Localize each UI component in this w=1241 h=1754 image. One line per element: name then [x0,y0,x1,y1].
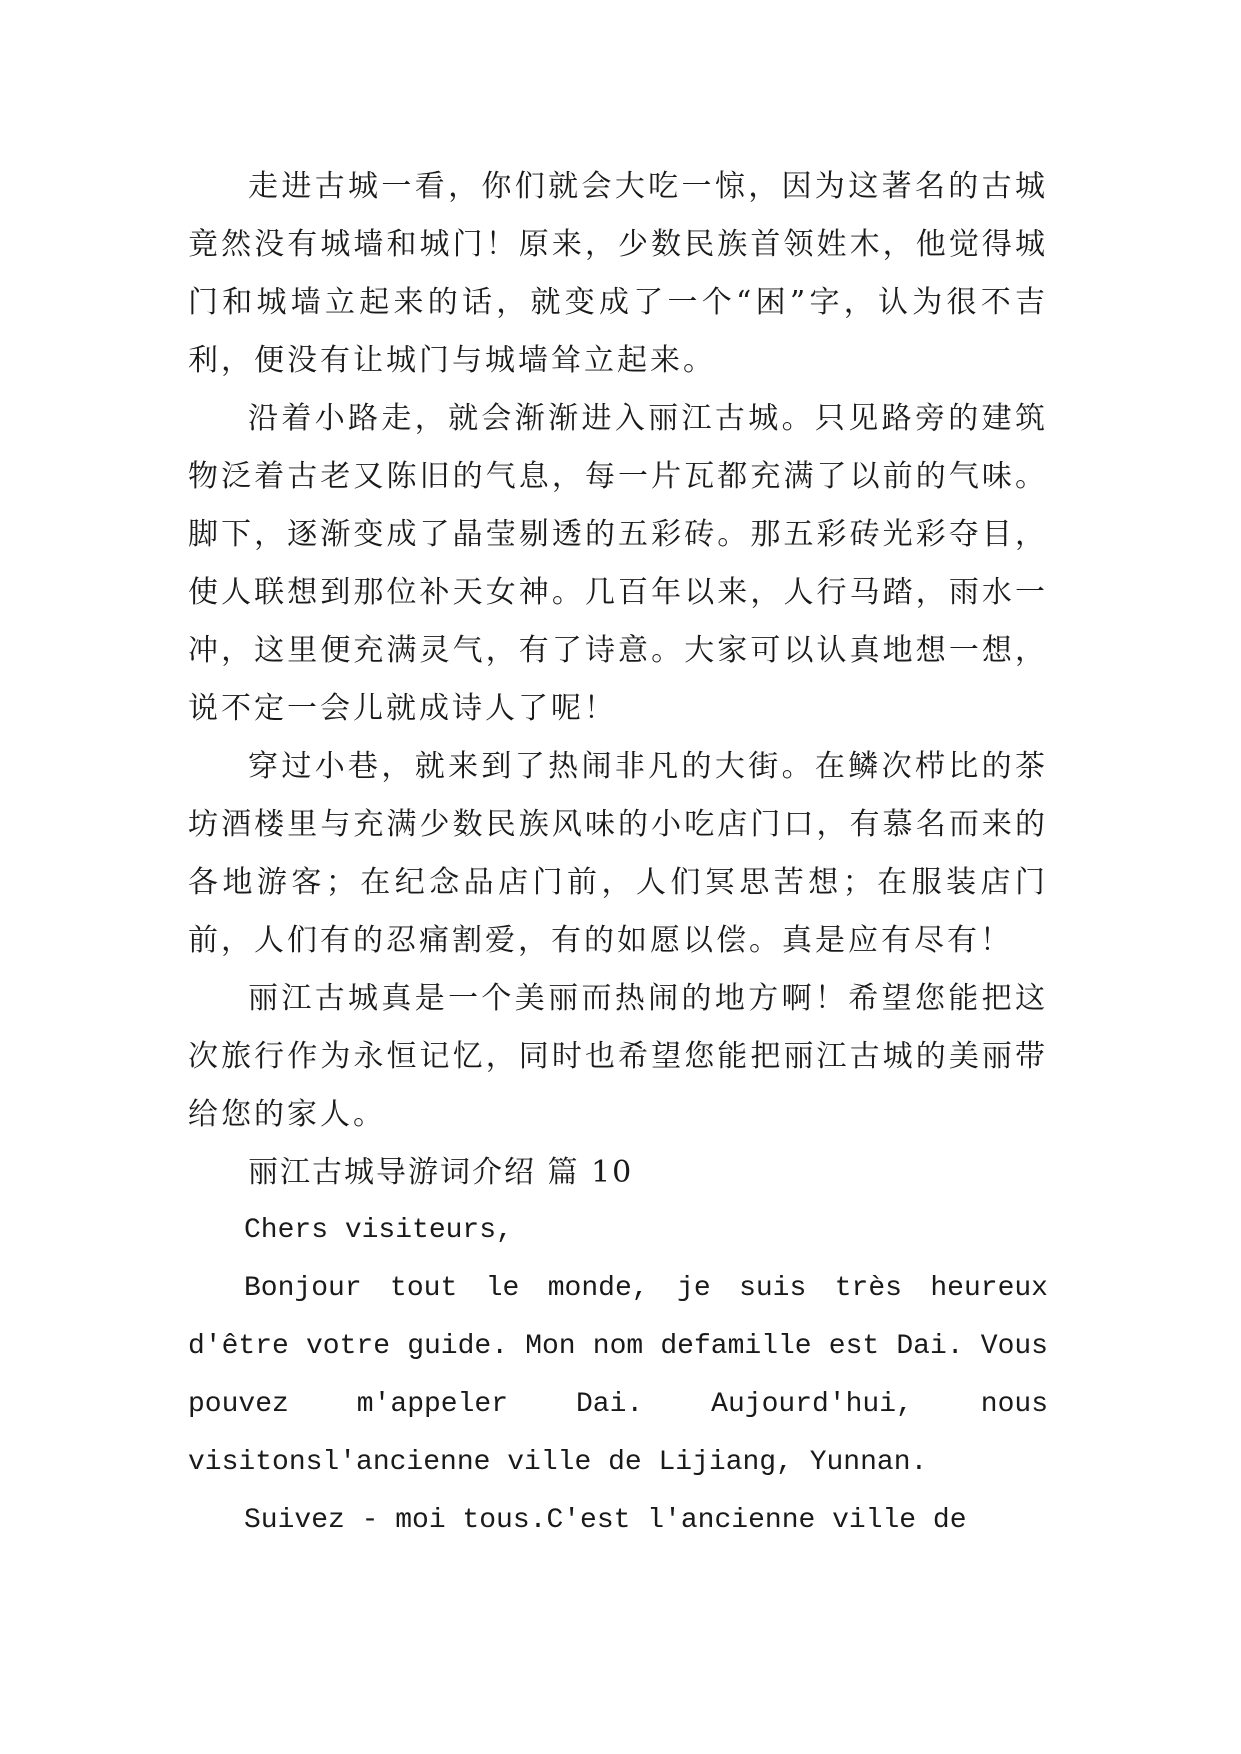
french-introduction: Bonjour tout le monde, je suis très heureux d'être votre guide. Mon nom defamille est Dai. Vous pouvez m'appeler Dai. Aujourd'hui, nous visitonsl'ancienne ville de Lijiang, Yunnan. [188,1273,1048,1478]
document-body [188,158,1048,1550]
paragraph-closing-wish: 丽江古城真是一个美丽而热闹的地方啊！希望您能把这次旅行作为永恒记忆，同时也希望您能把丽江古城的美丽带给您的家人。 [188,981,1048,1132]
paragraph-ancient-city-no-walls: 走进古城一看，你们就会大吃一惊，因为这著名的古城竟然没有城墙和城门！原来，少数民族首领姓木，他觉得城门和城墙立起来的话，就变成了一个“困”字，认为很不吉利，便没有让城门与城墙耸立起来。 [188,169,1048,378]
section-title: 丽江古城导游词介绍 篇 10 [248,1155,634,1190]
paragraph-busy-street: 穿过小巷，就来到了热闹非凡的大街。在鳞次栉比的茶坊酒楼里与充满少数民族风味的小吃店门口，有慕名而来的各地游客；在纪念品店门前，人们冥思苦想；在服装店门前，人们有的忍痛割爱，有的如愿以偿。真是应有尽有！ [188,749,1048,958]
french-follow-me: Suivez - moi tous.C'est l'ancienne ville de [244,1505,967,1536]
paragraph-streets-and-bricks: 沿着小路走，就会渐渐进入丽江古城。只见路旁的建筑物泛着古老又陈旧的气息，每一片瓦都充满了以前的气味。脚下，逐渐变成了晶莹剔透的五彩砖。那五彩砖光彩夺目，使人联想到那位补天女神。几百年以来，人行马踏，雨水一冲，这里便充满灵气，有了诗意。大家可以认真地想一想，说不定一会儿就成诗人了呢！ [188,401,1048,726]
french-greeting: Chers visiteurs, [244,1215,513,1246]
